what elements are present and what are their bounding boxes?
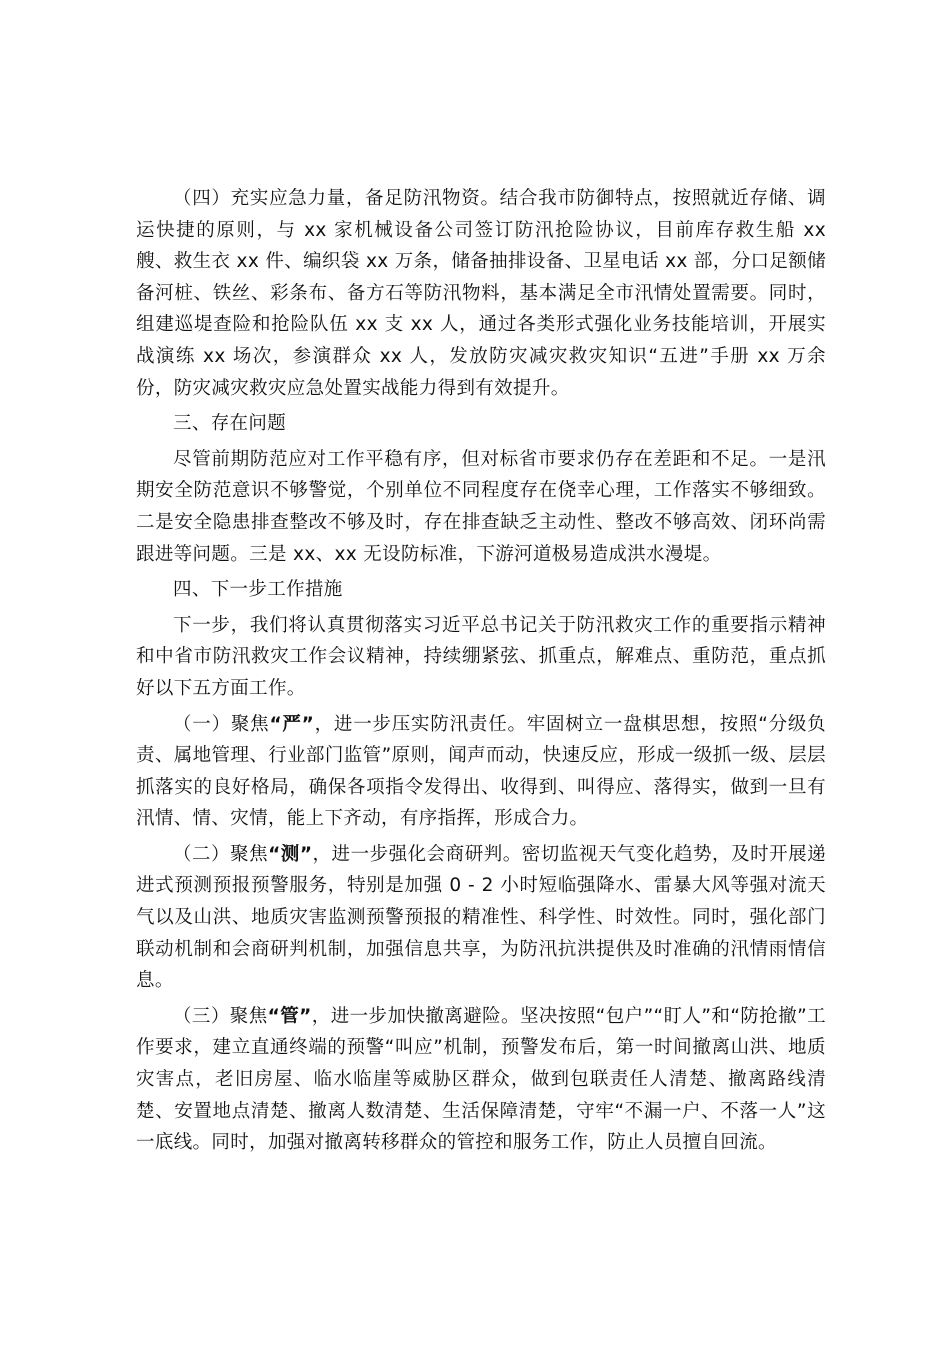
paragraph-measure-three [136, 1001, 826, 1159]
emphasis-keyword: “管” [267, 1005, 312, 1027]
heading-text: 四、下一步工作措施 [173, 579, 343, 601]
paragraph-text: ，进一步加快撤离避险。坚决按照“包户”“盯人”和“防抢撤”工作要求，建立直通终端的预警“叫应”机制，预警发布后，第一时间撤离山洪、地质灾害点，老旧房屋、临水临崖等威胁区群众，做到包联责任人清楚、撤离路线清楚、安置地点清楚、撤离人数清楚、生活保障清楚，守牢“不漏一户、不落一人”这一底线。同时，加强对撤离转移群众的管控和服务工作，防止人员擅自回流。 [136, 1005, 826, 1154]
emphasis-keyword: “测” [268, 843, 313, 865]
section-heading-problems [136, 408, 826, 440]
paragraph-measure-one [136, 709, 826, 835]
emphasis-keyword: “严” [269, 713, 315, 735]
paragraph-text: 下一步，我们将认真贯彻落实习近平总书记关于防汛救灾工作的重要指示精神和中省市防汛救灾工作会议精神，持续绷紧弦、抓重点，解难点、重防范，重点抓好以下五方面工作。 [136, 614, 826, 699]
section-heading-next-steps [136, 574, 826, 606]
paragraph-text: （二）聚焦 [173, 843, 269, 865]
paragraph-measure-two [136, 839, 826, 997]
paragraph-text: （三）聚焦 [173, 1005, 268, 1027]
paragraph-next-steps-intro [136, 610, 826, 705]
paragraph-text: （四）充实应急力量，备足防汛物资。结合我市防御特点，按照就近存储、调运快捷的原则，与 xx 家机械设备公司签订防汛抢险协议，目前库存救生船 xx 艘、救生衣 xx 件、编织袋 xx 万条，储备抽排设备、卫星电话 xx 部，分口足额储备河桩、铁丝、彩条布、备方石等防汛物料，基本满足全市汛情处置需要。同时，组建巡堤查险和抢险队伍 xx 支 xx 人，通过各类形式强化业务技能培训，开展实战演练 xx 场次，参演群众 xx 人，发放防灾减灾救灾知识“五进”手册 xx 万余份，防灾减灾救灾应急处置实战能力得到有效提升。 [136, 188, 826, 399]
paragraph-text: 尽管前期防范应对工作平稳有序，但对标省市要求仍存在差距和不足。一是汛期安全防范意识不够警觉，个别单位不同程度存在侥幸心理，工作落实不够细致。二是安全隐患排查整改不够及时，存在排查缺乏主动性、整改不够高效、闭环尚需跟进等问题。三是 xx、xx 无设防标准，下游河道极易造成洪水漫堤。 [136, 448, 826, 565]
paragraph-supplies [136, 183, 826, 404]
heading-text: 三、存在问题 [173, 413, 287, 435]
paragraph-text: （一）聚焦 [173, 713, 270, 735]
document-body [136, 183, 826, 1159]
paragraph-text: ，进一步压实防汛责任。牢固树立一盘棋思想，按照“分级负责、属地管理、行业部门监管”原则，闻声而动，快速反应，形成一级抓一级、层层抓落实的良好格局，确保各项指令发得出、收得到、叫得应、落得实，做到一旦有汛情、情、灾情，能上下齐动，有序指挥，形成合力。 [136, 713, 826, 830]
paragraph-text: ，进一步强化会商研判。密切监视天气变化趋势，及时开展递进式预测预报预警服务，特别是加强 0 - 2 小时短临强降水、雷暴大风等强对流天气以及山洪、地质灾害监测预警预报的精准性、科学性、时效性。同时，强化部门联动机制和会商研判机制，加强信息共享，为防汛抗洪提供及时准确的汛情雨情信息。 [136, 843, 826, 992]
paragraph-problems [136, 444, 826, 570]
